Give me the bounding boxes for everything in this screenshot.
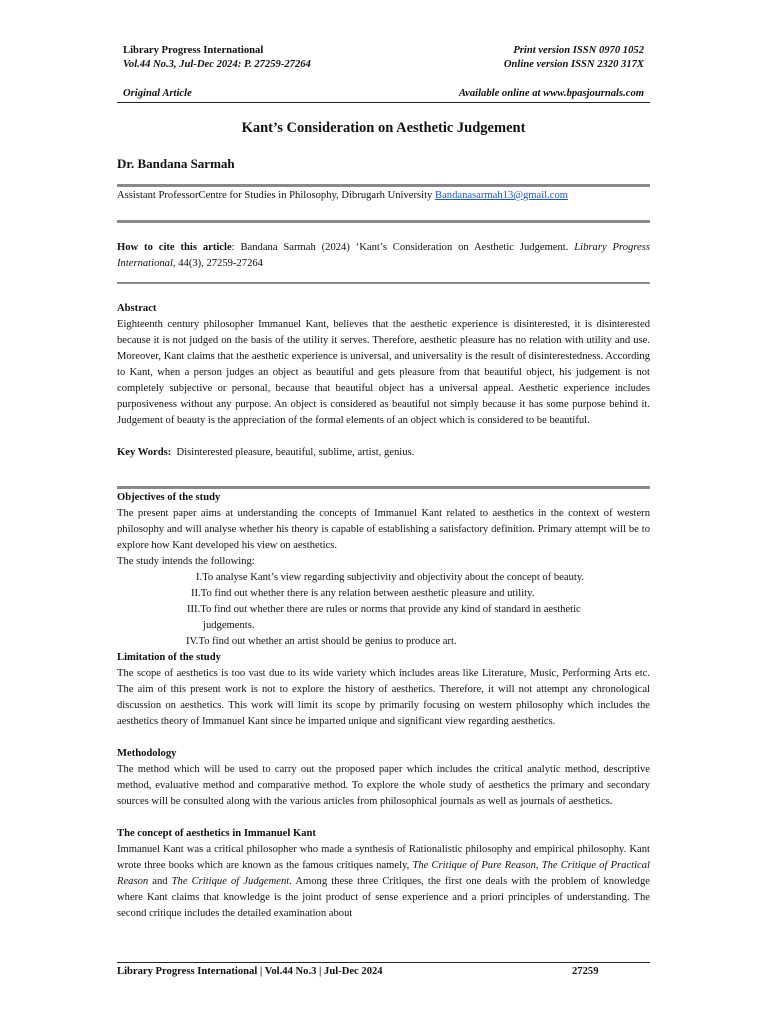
citation-text: : Bandana Sarmah (2024) ‘Kant’s Consideration on Aesthetic Judgement. <box>231 242 569 253</box>
keywords: Disinterested pleasure, beautiful, sublime, artist, genius. <box>176 447 415 458</box>
keywords-line <box>117 445 650 461</box>
online-issn: Online version ISSN 2320 317X <box>503 59 644 70</box>
objective-item <box>187 602 650 618</box>
book-title: The Critique of Pure Reason <box>412 860 536 871</box>
objective-text: To find out whether an artist should be genius to produce art. <box>198 636 457 647</box>
objective-item <box>191 586 650 602</box>
objectives-lead: The study intends the following: <box>117 556 255 567</box>
affiliation-line <box>117 188 650 204</box>
page-number: 27259 <box>572 966 599 977</box>
concept-body <box>117 842 650 922</box>
citation-journal: Library Progress International, <box>117 242 650 269</box>
limitation-body: The scope of aesthetics is too vast due to its wide variety which includes areas like Literature, Music, Performing Arts etc. The aim of this present work is not to explore the history of aesthetics. Therefore, it will not attempt any chronological discussion on aesthetics. This work will limit its scope by primarily focusing on western philosophy which includes the aesthetics theory of Immanuel Kant since he imparted unique and significant view regarding aesthetics. <box>117 668 650 727</box>
footer-journal: Library Progress International | Vol.44 No.3 | Jul-Dec 2024 <box>117 966 383 977</box>
limitation-heading: Limitation of the study <box>117 652 221 663</box>
objective-item <box>196 570 650 586</box>
abstract-heading: Abstract <box>117 303 157 314</box>
footer-rule <box>117 962 650 963</box>
book-title: The Critique of Judgement. <box>171 876 292 887</box>
objective-number: I. <box>196 572 203 583</box>
citation-rule <box>117 282 650 284</box>
journal-name: Library Progress International <box>123 45 264 56</box>
article-type: Original Article <box>123 88 192 99</box>
objective-text: To find out whether there is any relation between aesthetic pleasure and utility. <box>200 588 535 599</box>
conjunction: and <box>152 876 168 887</box>
volume-info: Vol.44 No.3, Jul-Dec 2024: P. 27259-27264 <box>123 59 311 70</box>
separator: , <box>535 860 539 871</box>
methodology-body: The method which will be used to carry out the proposed paper which includes the critical analytic method, descriptive method, evaluative method and comparative method. To explore the whole study of aesthetics the primary and secondary sources will be consulted along with the various articles from philosophical journals as well as journals of aesthetics. <box>117 764 650 807</box>
objective-number: III. <box>187 604 201 615</box>
author-rule <box>117 184 650 187</box>
objective-item <box>186 634 650 650</box>
header-rule <box>117 102 650 103</box>
methodology-heading: Methodology <box>117 748 177 759</box>
affiliation-rule <box>117 220 650 223</box>
objectives-heading: Objectives of the study <box>117 492 221 503</box>
abstract-body: Eighteenth century philosopher Immanuel Kant, believes that the aesthetic experience is disinterested, it is disinterested because it is not judged on the basis of the utility it serves. Therefore, aesthetic pleasure has no relation with utility and use. Moreover, Kant claims that the aesthetic experience is universal, and universality is the result of disinterestedness. According to Kant, when a person judges an object as beautiful and gets pleasure from that beautiful object, his judgement is not completely subjective or personal, because that beautiful object has a universal appeal. Aesthetic experience includes purposiveness without any purpose. An object is considered as beautiful not simply because it has some purpose behind it. Judgement of beauty is the appreciation of the formal elements of an object which is considered to be beautiful. <box>117 319 650 426</box>
abstract-rule <box>117 486 650 489</box>
affiliation: Assistant ProfessorCentre for Studies in Philosophy, Dibrugarh University <box>117 190 433 201</box>
author-email-link[interactable]: Bandanasarmah13@gmail.com <box>435 190 569 201</box>
paper-title: Kant’s Consideration on Aesthetic Judgement <box>241 120 526 136</box>
author-name: Dr. Bandana Sarmah <box>117 156 235 171</box>
citation-label: How to cite this article <box>117 242 232 253</box>
objective-text: To analyse Kant’s view regarding subjectivity and objectivity about the concept of beauty. <box>202 572 585 583</box>
concept-text: Among these three Critiques, the first one deals with the problem of knowledge where Kant claims that knowledge is the joint product of sense experience and a priori principles of understanding. The second critique includes the detailed examination about <box>117 876 650 919</box>
citation-ref: 44(3), 27259-27264 <box>178 258 263 269</box>
objective-text: To find out whether there are rules or norms that provide any kind of standard in aesthetic <box>200 604 581 615</box>
print-issn: Print version ISSN 0970 1052 <box>513 45 644 56</box>
objective-item-continuation: judgements. <box>203 620 255 631</box>
concept-text: Immanuel Kant was a critical philosopher who made a synthesis of Rationalistic philosophy and empirical philosophy. Kant wrote three books which are known as the famous critiques namely, <box>117 844 650 871</box>
keywords-label: Key Words: <box>117 447 172 458</box>
objective-number: IV. <box>186 636 199 647</box>
book-title: The Critique of Practical Reason <box>117 860 650 887</box>
concept-heading: The concept of aesthetics in Immanuel Kant <box>117 828 316 839</box>
objectives-intro: The present paper aims at understanding the concepts of Immanuel Kant related to aesthetics in the context of western philosophy and will analyse whether his theory is capable of establishing a satisfactory definition. Primary attempt will be to explore how Kant developed his view on aesthetics. <box>117 508 650 551</box>
citation-block <box>117 240 650 272</box>
objective-number: II. <box>191 588 201 599</box>
available-online: Available online at www.bpasjournals.com <box>458 88 644 99</box>
